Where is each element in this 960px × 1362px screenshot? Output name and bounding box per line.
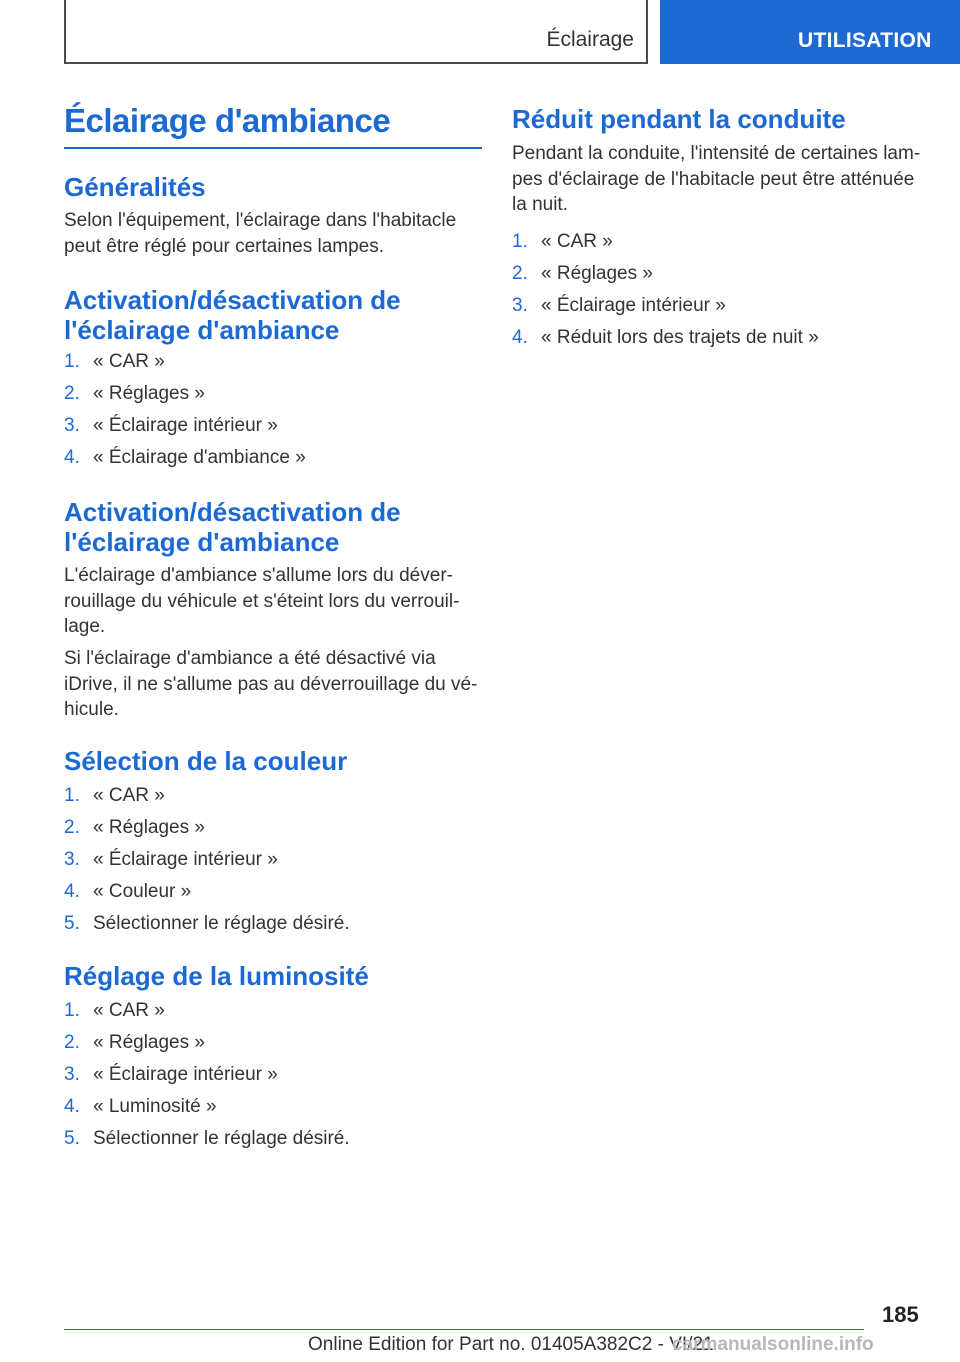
- list-item: 3. « Éclairage intérieur »: [512, 295, 726, 316]
- list-item: 4. « Éclairage d'ambiance »: [64, 447, 306, 468]
- footer-rule: [64, 1329, 864, 1330]
- list-item: 2. « Réglages »: [64, 1032, 205, 1053]
- list-item: 1. « CAR »: [64, 351, 165, 372]
- list-item: 1. « CAR »: [512, 231, 613, 252]
- heading-couleur: Sélection de la couleur: [64, 746, 348, 776]
- list-item: 1. « CAR »: [64, 1000, 165, 1021]
- watermark: carmanualsonline.info: [672, 1334, 874, 1355]
- section-title: Éclairage: [546, 28, 634, 51]
- couleur-steps: [64, 783, 350, 943]
- heading-generalites: Généralités: [64, 172, 206, 202]
- list-item: 5. Sélectionner le réglage désiré.: [64, 913, 350, 934]
- luminosite-steps: [64, 998, 350, 1158]
- heading-luminosite: Réglage de la luminosité: [64, 961, 369, 991]
- list-item: 4. « Réduit lors des trajets de nuit »: [512, 327, 819, 348]
- generalites-text: Selon l'équipement, l'éclairage dans l'habitacle peut être réglé pour certaines lampes.: [64, 210, 457, 257]
- page-number: 185: [882, 1302, 919, 1327]
- title-rule: [64, 147, 482, 149]
- list-item: 4. « Luminosité »: [64, 1096, 217, 1117]
- page-title: Éclairage d'ambiance: [64, 102, 391, 139]
- heading-activation-2: Activation/désactivation de l'éclairage d'ambiance: [64, 497, 401, 557]
- reduit-steps: [512, 229, 819, 357]
- list-item: 4. « Couleur »: [64, 881, 192, 902]
- edition-note: Online Edition for Part no. 01405A382C2 - VI/21: [308, 1334, 714, 1355]
- heading-reduit: Réduit pendant la conduite: [512, 104, 846, 134]
- list-item: 5. Sélectionner le réglage désiré.: [64, 1128, 350, 1149]
- activation-para-2: Si l'éclairage d'ambiance a été désactivé via iDrive, il ne s'allume pas au déverrouillage du vé- hicule.: [64, 648, 478, 720]
- header-chapter-tab: [660, 0, 960, 64]
- header-section-tab: [64, 0, 648, 64]
- list-item: 2. « Réglages »: [64, 383, 205, 404]
- list-item: 2. « Réglages »: [64, 817, 205, 838]
- chapter-title: UTILISATION: [798, 29, 932, 52]
- heading-activation-1: Activation/désactivation de l'éclairage d'ambiance: [64, 285, 401, 345]
- list-item: 1. « CAR »: [64, 785, 165, 806]
- reduit-text: Pendant la conduite, l'intensité de certaines lam- pes d'éclairage de l'habitacle peut être atténuée la nuit.: [512, 143, 921, 215]
- list-item: 3. « Éclairage intérieur »: [64, 415, 278, 436]
- activation-para-1: L'éclairage d'ambiance s'allume lors du déver- rouillage du véhicule et s'éteint lors du verrouil- lage.: [64, 565, 460, 637]
- list-item: 2. « Réglages »: [512, 263, 653, 284]
- list-item: 3. « Éclairage intérieur »: [64, 1064, 278, 1085]
- activation-steps: [64, 349, 306, 477]
- list-item: 3. « Éclairage intérieur »: [64, 849, 278, 870]
